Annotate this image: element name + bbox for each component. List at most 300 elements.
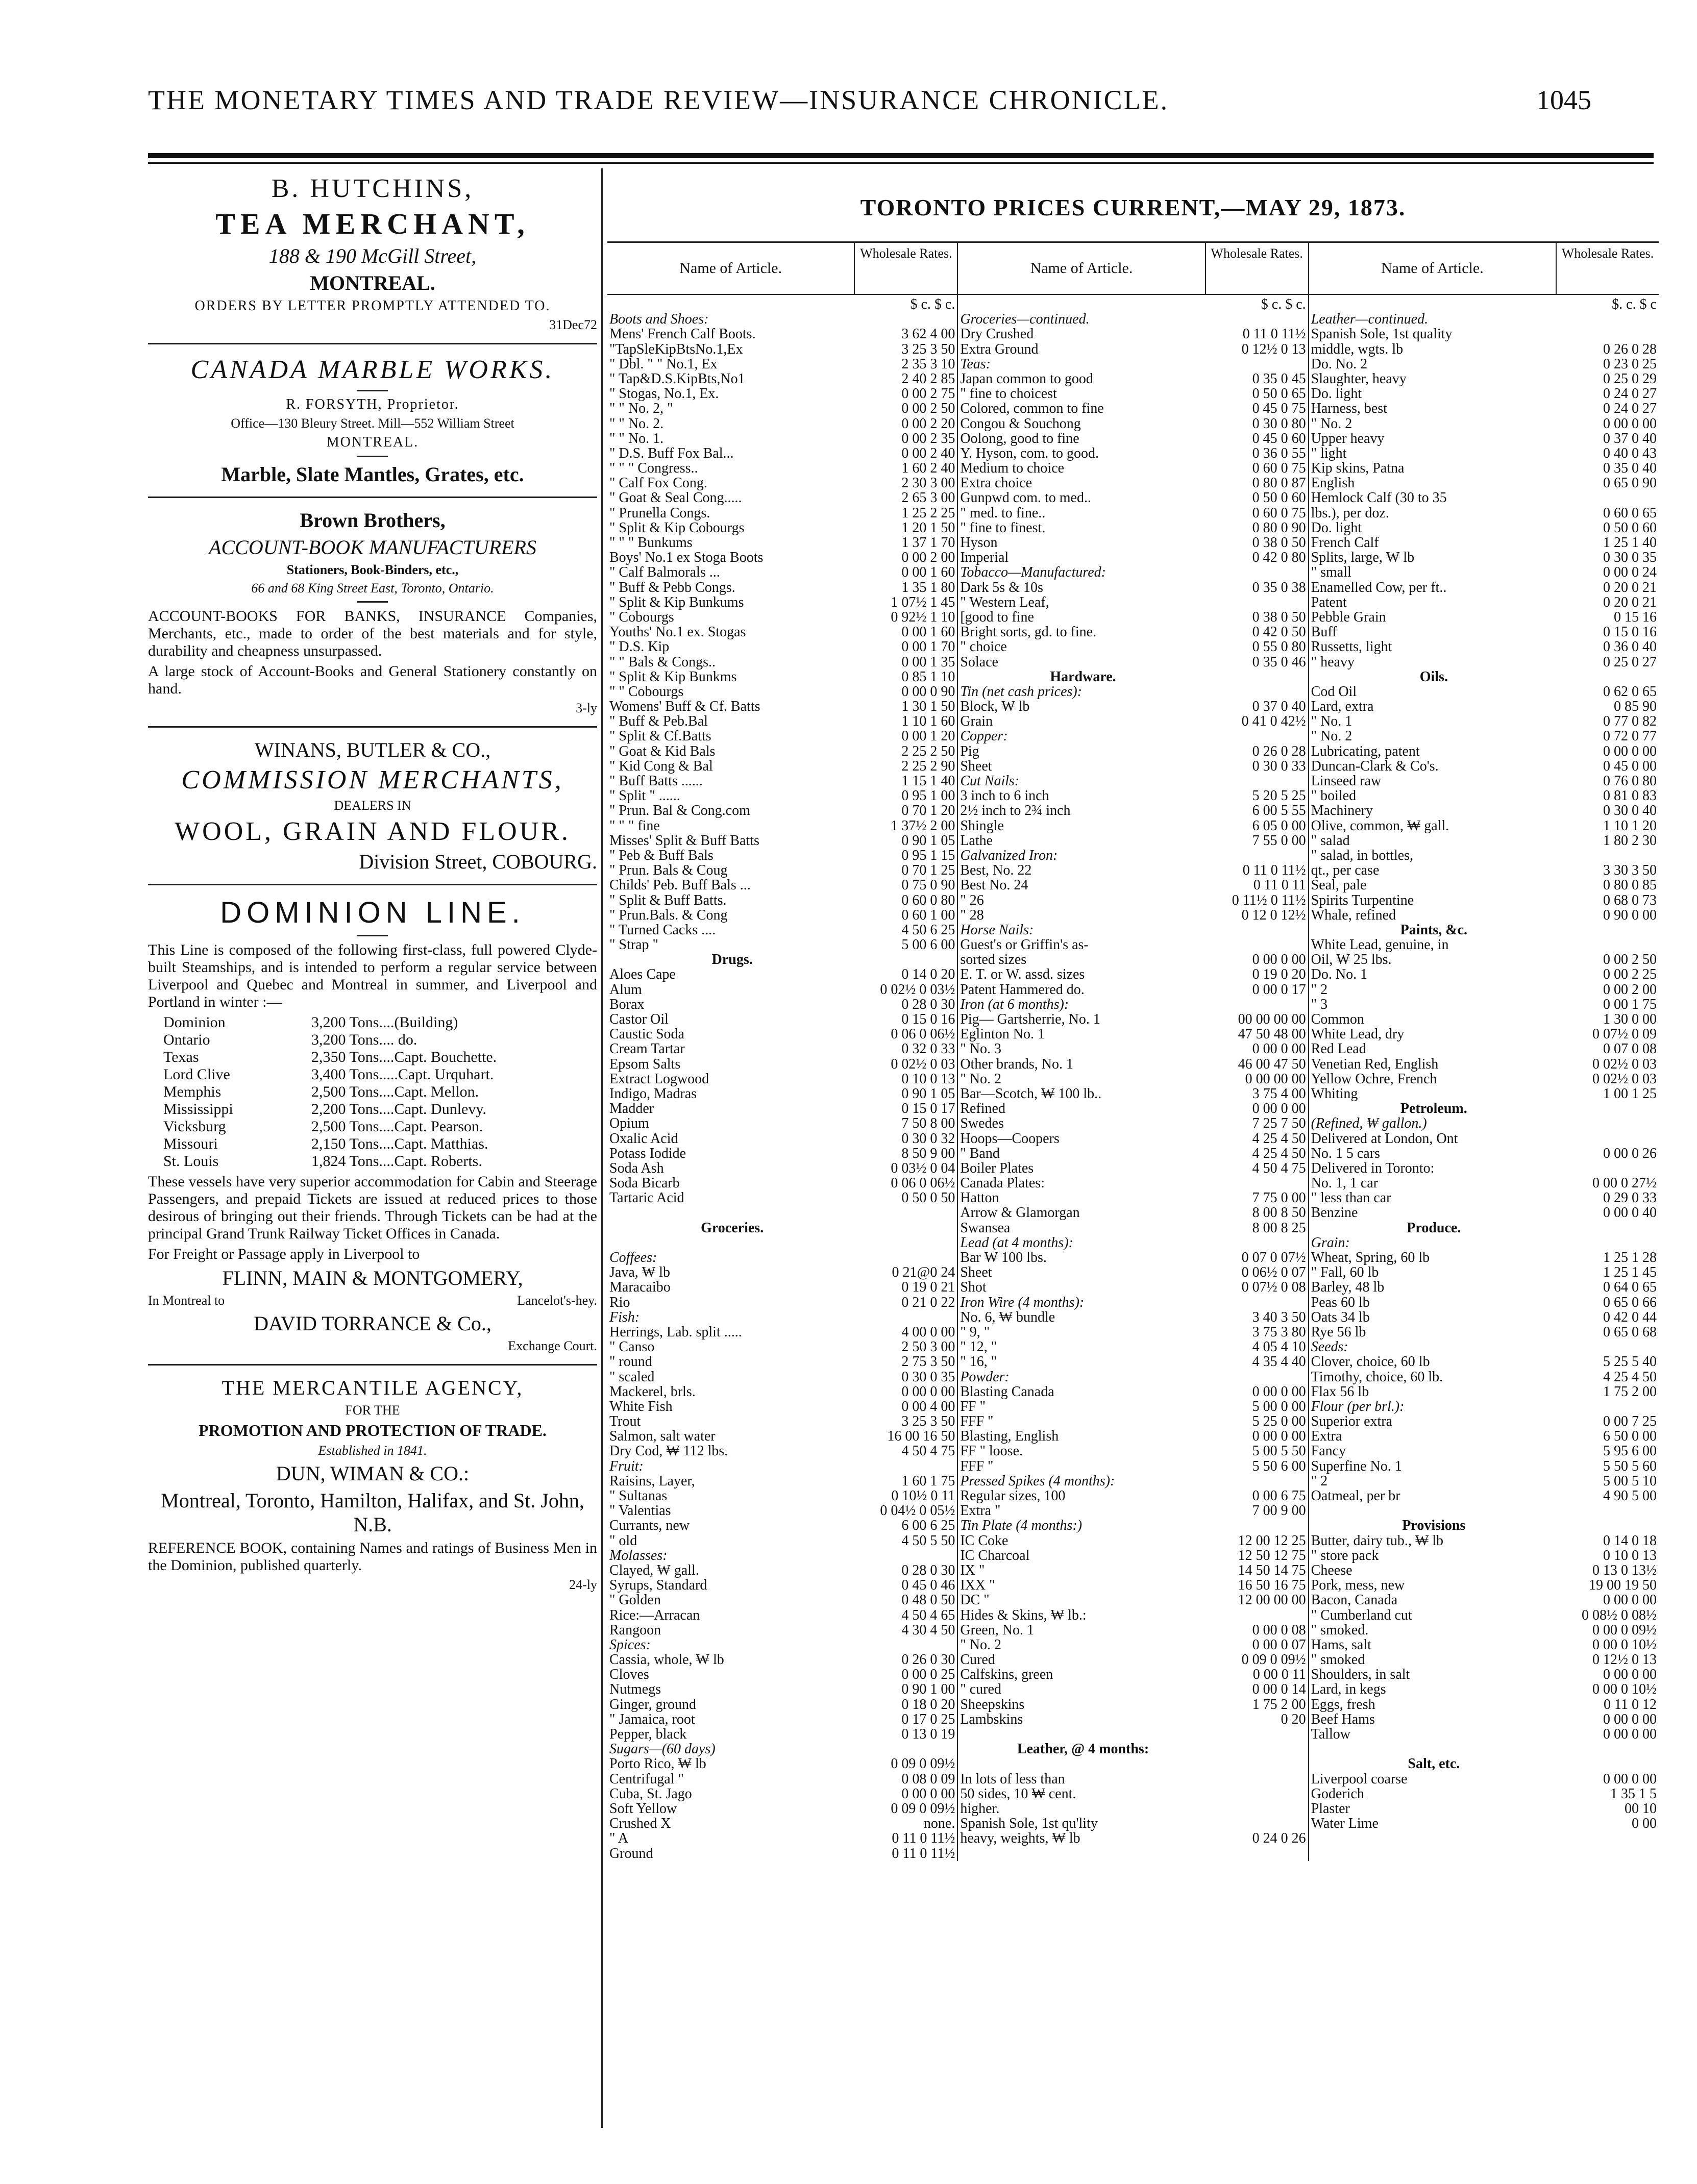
article-name: " " No. 2, " <box>609 401 673 416</box>
wholesale-rate: 0 00 0 00 <box>1252 1041 1306 1057</box>
wholesale-rate: 16 50 16 75 <box>1238 1578 1306 1593</box>
wholesale-rate: 0 00 0 09½ <box>1592 1622 1657 1637</box>
mercantile-firm: DUN, WIMAN & CO.: <box>276 1462 470 1485</box>
article-name: Whiting <box>1311 1086 1358 1102</box>
wholesale-rate: 0 13 0 13½ <box>1592 1562 1657 1578</box>
wholesale-rate: 4 50 4 65 <box>901 1607 955 1623</box>
ad-brown-brothers <box>148 498 597 728</box>
price-row <box>958 1667 1308 1682</box>
wholesale-rate <box>855 1548 957 1563</box>
price-row <box>607 1280 957 1295</box>
price-row <box>1309 1444 1659 1458</box>
wholesale-rate: 0 50 0 60 <box>1603 520 1657 535</box>
wholesale-rate: 12 00 00 00 <box>1238 1593 1306 1608</box>
article-name: Java, ₩ lb <box>609 1265 670 1280</box>
article-name: Cloves <box>609 1667 649 1682</box>
wholesale-rate <box>855 1250 957 1265</box>
article-name: " smoked. <box>1311 1622 1369 1637</box>
article-name <box>1309 297 1557 312</box>
wholesale-rate: 0 09 0 09½ <box>891 1801 955 1817</box>
wholesale-rate: 0 50 0 60 <box>1252 490 1306 506</box>
wholesale-rate: 7 75 0 00 <box>1252 1190 1306 1206</box>
wholesale-rate: 0 00 0 00 <box>901 1786 955 1801</box>
price-row <box>1309 908 1659 923</box>
price-row <box>958 476 1308 490</box>
article-name: Venetian Red, English <box>1311 1056 1439 1072</box>
wholesale-rate: 0 00 0 00 <box>1603 1727 1657 1742</box>
price-row <box>607 1697 957 1712</box>
price-row <box>958 1772 1308 1786</box>
wholesale-rate: 0 37 0 40 <box>1252 699 1306 714</box>
article-name: " Cobourgs <box>609 609 674 625</box>
wholesale-rate: 0 00 0 00 <box>1603 1771 1657 1786</box>
article-name: Harness, best <box>1311 401 1387 416</box>
wholesale-rate: none. <box>923 1816 955 1831</box>
wholesale-rate: 0 95 1 00 <box>901 788 955 804</box>
wholesale-rate <box>1557 1399 1659 1414</box>
wholesale-rate <box>1557 1221 1659 1235</box>
wholesale-rate: 0 60 0 75 <box>1252 505 1306 520</box>
wholesale-rate: 0 80 0 85 <box>1603 878 1657 893</box>
price-row <box>1309 1205 1659 1220</box>
mercantile-reference: REFERENCE BOOK, containing Names and ratings of Business Men in the Dominion, published quarterly. <box>148 1540 597 1574</box>
article-name: Indigo, Madras <box>609 1086 697 1102</box>
wholesale-rate: 5 50 5 60 <box>1603 1458 1657 1474</box>
article-name: Groceries. <box>701 1220 764 1235</box>
wholesale-rate: 0 85 1 10 <box>901 669 955 684</box>
wholesale-rate: 0 30 0 40 <box>1603 803 1657 818</box>
marble-goods: Marble, Slate Mantles, Grates, etc. <box>221 463 524 486</box>
price-row <box>1309 1250 1659 1265</box>
wholesale-rate: 5 00 0 00 <box>1252 1399 1306 1414</box>
price-row <box>958 1370 1308 1384</box>
price-row <box>958 684 1308 699</box>
wholesale-rate: 5 25 0 00 <box>1252 1414 1306 1429</box>
wholesale-rate: 6 00 6 25 <box>901 1518 955 1533</box>
article-name: " No. 3 <box>960 1041 1001 1057</box>
ship-item: Texas 2,350 Tons....Capt. Bouchette. <box>163 1049 497 1065</box>
article-name: English <box>1311 476 1355 491</box>
wholesale-rate: 0 60 0 75 <box>1252 461 1306 476</box>
price-header <box>607 241 957 295</box>
article-name: Pork, mess, new <box>1311 1578 1405 1593</box>
article-name: " salad <box>1311 833 1350 848</box>
wholesale-rate: 0 08½ 0 08½ <box>1581 1607 1657 1623</box>
article-name: Coffees: <box>609 1250 657 1265</box>
wholesale-rate <box>1206 312 1308 327</box>
article-name: " 2 <box>1311 982 1328 997</box>
marble-office: Office—130 Bleury Street. Mill—552 William Street <box>231 416 514 431</box>
article-name: " round <box>609 1354 652 1370</box>
wholesale-rate: 1 35 1 80 <box>901 580 955 595</box>
price-row <box>607 1399 957 1414</box>
price-row <box>1309 1503 1659 1518</box>
article-name: Do. No. 1 <box>1311 967 1368 982</box>
article-name: Liverpool coarse <box>1311 1771 1408 1786</box>
price-row <box>607 1176 957 1190</box>
wholesale-rate: 0 00 0 25 <box>901 1667 955 1682</box>
wholesale-rate: 0 28 0 30 <box>901 1562 955 1578</box>
price-row <box>607 833 957 848</box>
wholesale-rate: 1 25 1 45 <box>1603 1265 1657 1280</box>
article-name: Bacon, Canada <box>1311 1593 1398 1608</box>
wholesale-rate: 0 36 0 55 <box>1252 445 1306 461</box>
wholesale-rate: 1 25 1 28 <box>1603 1250 1657 1265</box>
wholesale-rate <box>1557 1131 1659 1146</box>
article-name: Fruit: <box>609 1458 644 1474</box>
price-header <box>958 241 1308 295</box>
price-row <box>958 1623 1308 1637</box>
price-row <box>958 1086 1308 1101</box>
article-name: Alum <box>609 982 642 997</box>
wholesale-rate: 0 37 0 40 <box>1603 431 1657 446</box>
wholesale-rate: 4 90 5 00 <box>1603 1488 1657 1504</box>
price-row <box>958 1756 1308 1771</box>
wholesale-rate: 0 06½ 0 07 <box>1241 1265 1306 1280</box>
article-name: Porto Rico, ₩ lb <box>609 1756 706 1772</box>
price-row <box>607 982 957 997</box>
price-row <box>958 1444 1308 1458</box>
price-row <box>958 1012 1308 1027</box>
wholesale-rate: 0 00 0 00 <box>1252 1429 1306 1444</box>
price-row <box>1309 982 1659 997</box>
marble-city: MONTREAL. <box>326 434 419 450</box>
wholesale-rate: 0 20 0 21 <box>1603 580 1657 595</box>
article-name: Extra choice <box>960 476 1032 491</box>
brown-address: 66 and 68 King Street East, Toronto, Ontario. <box>251 581 494 595</box>
wholesale-rate: 0 00 00 00 <box>1245 1071 1306 1086</box>
article-name: Pepper, black <box>609 1727 687 1742</box>
article-name: Oolong, good to fine <box>960 431 1079 446</box>
wholesale-rate: 0 00 0 00 <box>901 1384 955 1399</box>
article-name <box>958 1756 1206 1771</box>
price-row <box>607 476 957 490</box>
price-row <box>958 1518 1308 1533</box>
price-row <box>607 312 957 327</box>
price-row <box>607 744 957 759</box>
price-row <box>958 1563 1308 1578</box>
price-row <box>958 967 1308 982</box>
price-row <box>958 490 1308 505</box>
article-name: Calfskins, green <box>960 1667 1053 1682</box>
article-name: Slaughter, heavy <box>1311 371 1407 387</box>
wholesale-rate: 0 90 0 00 <box>1603 907 1657 923</box>
article-name: Produce. <box>1407 1220 1461 1235</box>
price-column <box>1308 241 1659 1861</box>
article-name: Goderich <box>1311 1786 1364 1801</box>
article-name: Spanish Sole, 1st qu'lity <box>960 1816 1098 1831</box>
wholesale-rate: 5 20 5 25 <box>1252 788 1306 804</box>
wholesale-rate <box>1557 1161 1659 1176</box>
article-name: Flax 56 lb <box>1311 1384 1369 1399</box>
wholesale-rate: 2 35 3 10 <box>901 356 955 371</box>
article-name: " store pack <box>1311 1548 1379 1563</box>
price-row <box>958 506 1308 520</box>
article-name: Spirits Turpentine <box>1311 892 1414 908</box>
price-row <box>607 1116 957 1131</box>
article-name: Refined <box>960 1101 1005 1116</box>
price-row <box>1309 1518 1659 1533</box>
price-row <box>607 1041 957 1056</box>
mercantile-est: Established in 1841. <box>318 1443 427 1458</box>
article-name: " smoked <box>1311 1652 1365 1668</box>
price-row <box>1309 699 1659 714</box>
price-row <box>1309 535 1659 550</box>
article-name: Colored, common to fine <box>960 401 1104 416</box>
price-row <box>607 893 957 908</box>
article-name: " " " Bunkums <box>609 535 693 551</box>
price-row <box>607 520 957 535</box>
price-row <box>1309 1221 1659 1235</box>
wholesale-rate: 0 04½ 0 05½ <box>880 1503 955 1519</box>
article-name: Potass Iodide <box>609 1146 686 1161</box>
price-row <box>1309 1161 1659 1176</box>
price-row <box>607 342 957 357</box>
article-name: Dry Crushed <box>960 327 1034 342</box>
price-row <box>1309 371 1659 386</box>
wholesale-rate: 3 75 4 00 <box>1252 1086 1306 1102</box>
price-row <box>1309 1429 1659 1444</box>
price-row <box>958 297 1308 312</box>
ad-hutchins <box>148 163 597 344</box>
wholesale-rate: 3 62 4 00 <box>901 327 955 342</box>
wholesale-rate: 0 21@0 24 <box>892 1265 955 1280</box>
article-name: " Prun. Bal & Cong.com <box>609 803 750 818</box>
wholesale-rate: 0 92½ 1 10 <box>891 609 955 625</box>
article-name: Arrow & Glamorgan <box>960 1205 1080 1221</box>
price-row <box>1309 476 1659 490</box>
wholesale-rate: 00 10 <box>1624 1801 1657 1817</box>
price-row <box>1309 1325 1659 1339</box>
article-name: Rangoon <box>609 1622 661 1637</box>
wholesale-rate: 0 29 0 33 <box>1603 1190 1657 1206</box>
wholesale-rate <box>1206 565 1308 580</box>
wholesale-rate: 0 00 0 27½ <box>1592 1176 1657 1191</box>
price-row <box>958 1161 1308 1176</box>
price-row <box>1309 580 1659 595</box>
article-name: " scaled <box>609 1369 655 1384</box>
article-name: Iron Wire (4 months): <box>960 1295 1085 1310</box>
article-name: " Sultanas <box>609 1488 668 1504</box>
wholesale-rate: 0 00 7 25 <box>1603 1414 1657 1429</box>
price-row <box>1309 386 1659 401</box>
price-row <box>1309 923 1659 937</box>
price-row <box>607 937 957 952</box>
wholesale-rate: 0 07½ 0 09 <box>1592 1027 1657 1042</box>
wholesale-rate: 1 37½ 2 00 <box>891 818 955 833</box>
article-name: Pig <box>960 743 979 759</box>
article-name: " Fall, 60 lb <box>1311 1265 1379 1280</box>
article-name: " Kid Cong & Bal <box>609 758 713 774</box>
price-row <box>1309 818 1659 833</box>
article-name: FF " <box>960 1399 986 1414</box>
article-name: Tin Plate (4 months:) <box>960 1518 1083 1533</box>
wholesale-rate: 0 14 0 18 <box>1603 1533 1657 1548</box>
wholesale-rate <box>1206 729 1308 743</box>
wholesale-rate: 0 12 0 12½ <box>1241 907 1306 923</box>
price-row <box>607 729 957 743</box>
price-row <box>1309 759 1659 774</box>
price-row <box>958 1712 1308 1727</box>
hutchins-city: MONTREAL. <box>310 271 435 294</box>
article-name: Hoops—Coopers <box>960 1131 1060 1146</box>
wholesale-rate: 0 00 2 00 <box>1603 982 1657 997</box>
article-name: Opium <box>609 1116 649 1131</box>
wholesale-rate: 0 65 0 68 <box>1603 1324 1657 1340</box>
price-row <box>607 371 957 386</box>
wholesale-rate: 0 10 0 13 <box>1603 1548 1657 1563</box>
article-name: " Tap&D.S.KipBts,No1 <box>609 371 745 387</box>
article-name: Extra <box>1311 1429 1342 1444</box>
wholesale-rate: 1 10 1 20 <box>1603 818 1657 833</box>
wholesale-rate: 7 50 8 00 <box>901 1116 955 1131</box>
article-name: Epsom Salts <box>609 1056 681 1072</box>
price-row <box>607 1623 957 1637</box>
article-name: Blasting, English <box>960 1429 1059 1444</box>
article-name: Plaster <box>1311 1801 1350 1817</box>
article-name: No. 1, 1 car <box>1311 1176 1379 1191</box>
article-name: Cuba, St. Jago <box>609 1786 692 1801</box>
wholesale-rate: 0 00 2 20 <box>901 416 955 431</box>
article-name: Raisins, Layer, <box>609 1473 695 1488</box>
wholesale-rate: 0 30 0 32 <box>901 1131 955 1146</box>
wholesale-rate: 0 70 1 20 <box>901 803 955 818</box>
price-row <box>958 595 1308 610</box>
article-name: Peas 60 lb <box>1311 1295 1370 1310</box>
price-row <box>958 669 1308 684</box>
wholesale-rate: 0 00 2 75 <box>901 386 955 402</box>
article-name: Soda Ash <box>609 1160 664 1176</box>
article-name: Extra " <box>960 1503 1001 1519</box>
article-name: Crushed X <box>609 1816 671 1831</box>
dominion-exchange: Exchange Court. <box>508 1338 597 1353</box>
article-name: Water Lime <box>1311 1816 1379 1831</box>
article-name: " Split & Cf.Batts <box>609 729 711 744</box>
wholesale-rate: 12 00 12 25 <box>1238 1533 1306 1548</box>
wholesale-rate: 0 00 2 00 <box>901 550 955 565</box>
page-number: 1045 <box>1536 85 1591 115</box>
wholesale-rate: 0 11 0 11½ <box>892 1831 955 1846</box>
article-name: Leather—continued. <box>1311 312 1429 327</box>
dominion-montreal: In Montreal to Lancelot's-hey. <box>148 1293 597 1308</box>
divider <box>357 601 388 603</box>
price-row <box>607 1578 957 1593</box>
price-row <box>958 1801 1308 1816</box>
price-row <box>607 699 957 714</box>
article-name: Clayed, ₩ gall. <box>609 1562 699 1578</box>
article-name: Other brands, No. 1 <box>960 1056 1073 1072</box>
article-name: Leather, @ 4 months: <box>1017 1742 1149 1757</box>
article-name: " 12, " <box>960 1339 997 1355</box>
price-row <box>958 729 1308 743</box>
article-name: Dark 5s & 10s <box>960 580 1043 595</box>
wholesale-rate: 2 25 2 90 <box>901 758 955 774</box>
article-name: " Jamaica, root <box>609 1711 695 1727</box>
article-name: " D.S. Buff Fox Bal... <box>609 445 734 461</box>
article-name: Tallow <box>1311 1727 1351 1742</box>
wholesale-rate: 0 07 0 08 <box>1603 1041 1657 1057</box>
price-row <box>1309 744 1659 759</box>
price-row <box>958 565 1308 580</box>
hutchins-address: 188 & 190 McGill Street, <box>268 244 477 267</box>
article-name: Delivered at London, Ont <box>1311 1131 1458 1146</box>
article-name: Swedes <box>960 1116 1004 1131</box>
dominion-title: DOMINION LINE. <box>220 896 525 929</box>
price-row <box>958 357 1308 371</box>
article-name: Seeds: <box>1311 1339 1348 1355</box>
wholesale-rate <box>855 952 957 967</box>
article-name: " Buff Batts ...... <box>609 774 703 789</box>
wholesale-rate <box>1557 1339 1659 1354</box>
price-row <box>958 878 1308 892</box>
price-row <box>607 490 957 505</box>
brown-name: Brown Brothers, <box>300 509 446 532</box>
price-row <box>958 818 1308 833</box>
wholesale-rate: 3 25 3 50 <box>901 1414 955 1429</box>
wholesale-rate: 0 45 0 60 <box>1252 431 1306 446</box>
price-row <box>958 699 1308 714</box>
wholesale-rate <box>1557 1235 1659 1250</box>
price-row <box>958 580 1308 595</box>
article-name: " heavy <box>1311 654 1355 669</box>
price-row <box>1309 952 1659 967</box>
article-name: Wheat, Spring, 60 lb <box>1311 1250 1430 1265</box>
wholesale-rate: 1 00 1 25 <box>1603 1086 1657 1102</box>
price-row <box>607 997 957 1012</box>
wholesale-rate: 4 25 4 50 <box>1603 1369 1657 1384</box>
article-name: Cream Tartar <box>609 1041 685 1057</box>
article-name: Dry Cod, ₩ 112 lbs. <box>609 1444 728 1459</box>
price-row <box>607 1131 957 1146</box>
price-row <box>607 610 957 625</box>
ship-item: Dominion 3,200 Tons....(Building) <box>163 1014 458 1031</box>
ship-item: St. Louis 1,824 Tons....Capt. Roberts. <box>163 1153 482 1170</box>
price-row <box>1309 1742 1659 1756</box>
wholesale-rate: 0 50 0 50 <box>901 1190 955 1206</box>
price-row <box>607 595 957 610</box>
price-row <box>607 1027 957 1041</box>
price-row <box>958 1027 1308 1041</box>
article-name: Rye 56 lb <box>1311 1324 1366 1340</box>
article-name: Sheepskins <box>960 1697 1025 1712</box>
price-row <box>607 550 957 565</box>
price-row <box>607 923 957 937</box>
article-name: Caustic Soda <box>609 1027 684 1042</box>
wholesale-rate: 1 25 1 40 <box>1603 535 1657 551</box>
article-name: IX " <box>960 1562 985 1578</box>
price-row <box>1309 431 1659 446</box>
price-row <box>1309 1637 1659 1652</box>
wholesale-rate: 0 20 <box>1281 1711 1306 1727</box>
price-row <box>607 774 957 788</box>
price-row <box>1309 1414 1659 1429</box>
price-row <box>607 506 957 520</box>
article-name: Castor Oil <box>609 1012 669 1027</box>
wholesale-rate: 0 60 1 00 <box>901 907 955 923</box>
price-row <box>607 297 957 312</box>
wholesale-rate: 1 30 1 50 <box>901 699 955 714</box>
price-row <box>607 1205 957 1220</box>
price-row <box>958 893 1308 908</box>
price-row <box>958 1190 1308 1205</box>
article-name: FF " loose. <box>960 1444 1023 1459</box>
article-name: Block, ₩ lb <box>960 699 1030 714</box>
article-name <box>1309 1742 1557 1756</box>
wholesale-rate: 1 35 1 5 <box>1610 1786 1657 1801</box>
price-row <box>607 1831 957 1846</box>
article-name: " cured <box>960 1682 1001 1697</box>
price-row <box>1309 1235 1659 1250</box>
